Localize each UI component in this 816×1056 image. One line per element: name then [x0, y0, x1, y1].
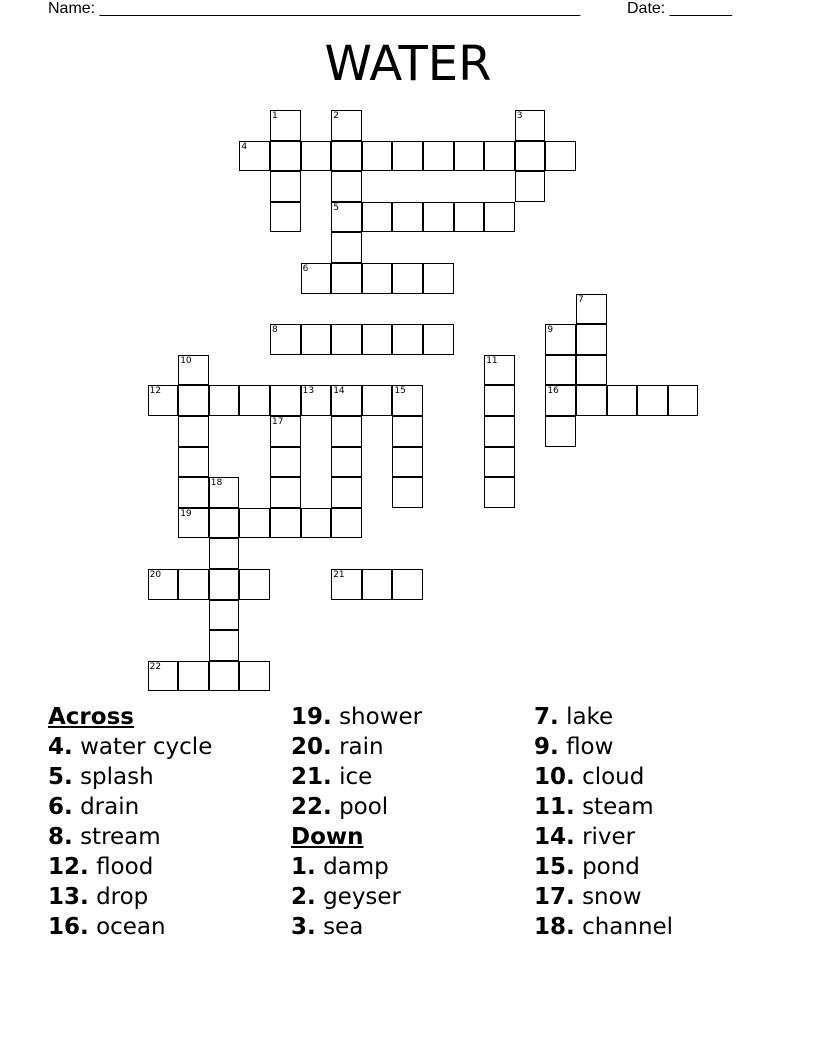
grid-cell[interactable] — [545, 355, 576, 386]
clue-item-number: 7. — [534, 704, 559, 730]
grid-cell[interactable] — [178, 416, 209, 447]
grid-cell[interactable] — [454, 202, 485, 233]
grid-cell[interactable] — [301, 141, 332, 172]
clue-item — [534, 762, 673, 792]
clue-number: 12 — [149, 386, 162, 397]
clue-item-text: stream — [80, 824, 161, 850]
clue-item-text: snow — [582, 884, 642, 910]
clue-item — [534, 792, 673, 822]
clue-item-text: river — [582, 824, 636, 850]
clue-item-number: 2. — [291, 884, 316, 910]
clue-item-number: 21. — [291, 764, 332, 790]
clue-item-number: 18. — [534, 914, 575, 940]
clue-item-text: geyser — [323, 884, 402, 910]
clue-item — [534, 852, 673, 882]
clue-number: 15 — [394, 386, 406, 397]
grid-cell[interactable] — [178, 661, 209, 692]
grid-cell[interactable] — [362, 385, 393, 416]
grid-cell[interactable] — [178, 508, 209, 539]
clue-number: 11 — [486, 355, 498, 366]
grid-cell[interactable] — [484, 477, 515, 508]
grid-cell[interactable] — [331, 263, 362, 294]
clue-item — [48, 852, 212, 882]
clue-item — [534, 732, 673, 762]
grid-cell[interactable] — [270, 324, 301, 355]
grid-cell[interactable] — [301, 263, 332, 294]
grid-cell[interactable] — [392, 324, 423, 355]
clue-number: 2 — [333, 111, 339, 121]
header-line — [48, 0, 748, 20]
grid-cell[interactable] — [148, 661, 179, 692]
grid-cell[interactable] — [331, 202, 362, 233]
grid-cell[interactable] — [362, 324, 393, 355]
clue-number: 17 — [272, 417, 284, 427]
clue-item-text: channel — [582, 914, 674, 940]
clue-number: 10 — [180, 355, 192, 366]
clue-item — [48, 822, 212, 852]
grid-cell[interactable] — [392, 385, 423, 416]
clue-number: 20 — [149, 570, 162, 580]
grid-cell[interactable] — [239, 141, 270, 172]
grid-cell[interactable] — [423, 263, 454, 294]
clue-item-text: cloud — [582, 764, 645, 790]
clue-item-number: 1. — [291, 854, 316, 880]
clue-number: 8 — [272, 325, 278, 336]
grid-cell[interactable] — [484, 202, 515, 233]
grid-cell[interactable] — [209, 630, 240, 661]
grid-cell[interactable] — [576, 355, 607, 386]
clue-number: 1 — [272, 111, 278, 121]
grid-cell[interactable] — [209, 385, 240, 416]
grid-cell[interactable] — [362, 263, 393, 294]
clue-item-text: drain — [80, 794, 140, 820]
grid-cell[interactable] — [331, 232, 362, 263]
across-heading: Across — [48, 704, 134, 730]
name-label: Name: ______________________________________________________ — [48, 0, 581, 17]
grid-cell[interactable] — [362, 141, 393, 172]
grid-cell[interactable] — [331, 110, 362, 141]
clue-item-text: water cycle — [80, 734, 213, 760]
puzzle-title: WATER — [324, 36, 492, 92]
clue-item-text: flood — [96, 854, 154, 880]
clue-item — [291, 702, 422, 732]
clue-number: 14 — [333, 386, 345, 397]
grid-cell[interactable] — [209, 477, 240, 508]
clue-item-number: 22. — [291, 794, 332, 820]
grid-cell[interactable] — [515, 171, 546, 202]
clue-column-1 — [48, 702, 212, 942]
clue-number: 16 — [547, 386, 559, 397]
clue-number: 18 — [210, 478, 223, 489]
grid-cell[interactable] — [209, 661, 240, 692]
clue-item — [291, 882, 422, 912]
clue-item-number: 3. — [291, 914, 316, 940]
grid-cell[interactable] — [178, 477, 209, 508]
grid-cell[interactable] — [331, 324, 362, 355]
grid-cell[interactable] — [239, 569, 270, 600]
grid-cell[interactable] — [545, 324, 576, 355]
grid-cell[interactable] — [515, 141, 546, 172]
clue-number: 9 — [547, 325, 554, 336]
grid-cell[interactable] — [576, 385, 607, 416]
grid-cell[interactable] — [331, 508, 362, 539]
grid-cell[interactable] — [331, 385, 362, 416]
clue-item-text: shower — [339, 704, 423, 730]
clue-item-number: 16. — [48, 914, 89, 940]
grid-cell[interactable] — [576, 324, 607, 355]
clue-item-number: 20. — [291, 734, 332, 760]
grid-cell[interactable] — [270, 416, 301, 447]
grid-cell[interactable] — [148, 569, 179, 600]
clue-item-number: 10. — [534, 764, 575, 790]
clue-item-text: splash — [80, 764, 154, 790]
grid-cell[interactable] — [423, 324, 454, 355]
date-label: Date: _______ — [627, 0, 732, 17]
clue-item-text: flow — [566, 734, 614, 760]
grid-cell[interactable] — [362, 569, 393, 600]
clue-item — [291, 762, 422, 792]
clue-item-text: rain — [339, 734, 384, 760]
clue-item-number: 5. — [48, 764, 73, 790]
grid-cell[interactable] — [270, 141, 301, 172]
clue-item-text: drop — [96, 884, 149, 910]
clue-item-text: ice — [339, 764, 373, 790]
grid-cell[interactable] — [545, 141, 576, 172]
clue-item — [534, 702, 673, 732]
clue-number: 21 — [333, 570, 345, 580]
clue-item-number: 17. — [534, 884, 575, 910]
clue-item — [534, 822, 673, 852]
grid-cell[interactable] — [270, 171, 301, 202]
clue-number: 3 — [516, 111, 523, 121]
grid-cell[interactable] — [331, 171, 362, 202]
clue-item-number: 9. — [534, 734, 559, 760]
clue-item-number: 13. — [48, 884, 89, 910]
grid-cell[interactable] — [423, 202, 454, 233]
grid-cell[interactable] — [148, 385, 179, 416]
grid-cell[interactable] — [301, 324, 332, 355]
clue-number: 7 — [578, 294, 584, 305]
grid-cell[interactable] — [178, 569, 209, 600]
grid-cell[interactable] — [454, 141, 485, 172]
clue-item — [48, 792, 212, 822]
clue-number: 19 — [180, 508, 192, 519]
clue-item — [291, 732, 422, 762]
grid-cell[interactable] — [484, 141, 515, 172]
grid-cell[interactable] — [270, 477, 301, 508]
grid-cell[interactable] — [301, 508, 332, 539]
clue-item-text: damp — [323, 854, 389, 880]
clue-item-text: pool — [339, 794, 389, 820]
grid-cell[interactable] — [484, 385, 515, 416]
grid-cell[interactable] — [270, 110, 301, 141]
grid-cell[interactable] — [239, 385, 270, 416]
grid-cell[interactable] — [484, 447, 515, 478]
grid-cell[interactable] — [607, 385, 638, 416]
grid-cell[interactable] — [362, 202, 393, 233]
clue-number: 6 — [302, 264, 309, 274]
down-heading: Down — [291, 824, 364, 850]
grid-cell[interactable] — [484, 416, 515, 447]
clue-item-number: 19. — [291, 704, 332, 730]
clue-item-text: pond — [582, 854, 640, 880]
clue-item — [48, 912, 212, 942]
clue-item-number: 12. — [48, 854, 89, 880]
clue-number: 5 — [333, 202, 339, 213]
grid-cell[interactable] — [331, 447, 362, 478]
grid-cell[interactable] — [209, 600, 240, 631]
grid-cell[interactable] — [576, 294, 607, 325]
grid-cell[interactable] — [331, 569, 362, 600]
clue-item-number: 11. — [534, 794, 575, 820]
grid-cell[interactable] — [392, 263, 423, 294]
grid-cell[interactable] — [178, 385, 209, 416]
clue-item-number: 14. — [534, 824, 575, 850]
grid-cell[interactable] — [270, 508, 301, 539]
grid-cell[interactable] — [668, 385, 699, 416]
clue-item — [48, 882, 212, 912]
clue-column-2 — [291, 702, 422, 942]
clue-item-text: ocean — [96, 914, 166, 940]
grid-cell[interactable] — [637, 385, 668, 416]
grid-cell[interactable] — [545, 385, 576, 416]
clue-item-text: sea — [323, 914, 364, 940]
clue-item-text: steam — [582, 794, 654, 820]
grid-cell[interactable] — [392, 447, 423, 478]
clue-item — [291, 912, 422, 942]
grid-cell[interactable] — [392, 141, 423, 172]
clue-item — [48, 762, 212, 792]
grid-cell[interactable] — [209, 569, 240, 600]
grid-cell[interactable] — [209, 538, 240, 569]
grid-cell[interactable] — [423, 141, 454, 172]
grid-cell[interactable] — [331, 141, 362, 172]
clue-item — [48, 732, 212, 762]
grid-cell[interactable] — [331, 416, 362, 447]
grid-cell[interactable] — [209, 508, 240, 539]
grid-cell[interactable] — [392, 416, 423, 447]
grid-cell[interactable] — [301, 385, 332, 416]
clue-item — [534, 882, 673, 912]
clue-item-number: 4. — [48, 734, 73, 760]
grid-cell[interactable] — [270, 385, 301, 416]
grid-cell[interactable] — [178, 355, 209, 386]
clue-item — [291, 792, 422, 822]
grid-cell[interactable] — [392, 569, 423, 600]
clue-number: 22 — [149, 661, 162, 672]
clue-column-3 — [534, 702, 673, 942]
grid-cell[interactable] — [270, 447, 301, 478]
clue-item-text: lake — [566, 704, 614, 730]
clue-item — [291, 852, 422, 882]
grid-cell[interactable] — [239, 508, 270, 539]
clue-item-number: 8. — [48, 824, 73, 850]
clue-item-number: 6. — [48, 794, 73, 820]
grid-cell[interactable] — [515, 110, 546, 141]
grid-cell[interactable] — [484, 355, 515, 386]
clue-item-number: 15. — [534, 854, 575, 880]
grid-cell[interactable] — [545, 416, 576, 447]
grid-cell[interactable] — [178, 447, 209, 478]
grid-cell[interactable] — [331, 477, 362, 508]
grid-cell[interactable] — [392, 202, 423, 233]
clue-number: 13 — [302, 386, 315, 397]
clue-item — [534, 912, 673, 942]
grid-cell[interactable] — [392, 477, 423, 508]
grid-cell[interactable] — [239, 661, 270, 692]
grid-cell[interactable] — [270, 202, 301, 233]
clue-number: 4 — [241, 141, 248, 152]
